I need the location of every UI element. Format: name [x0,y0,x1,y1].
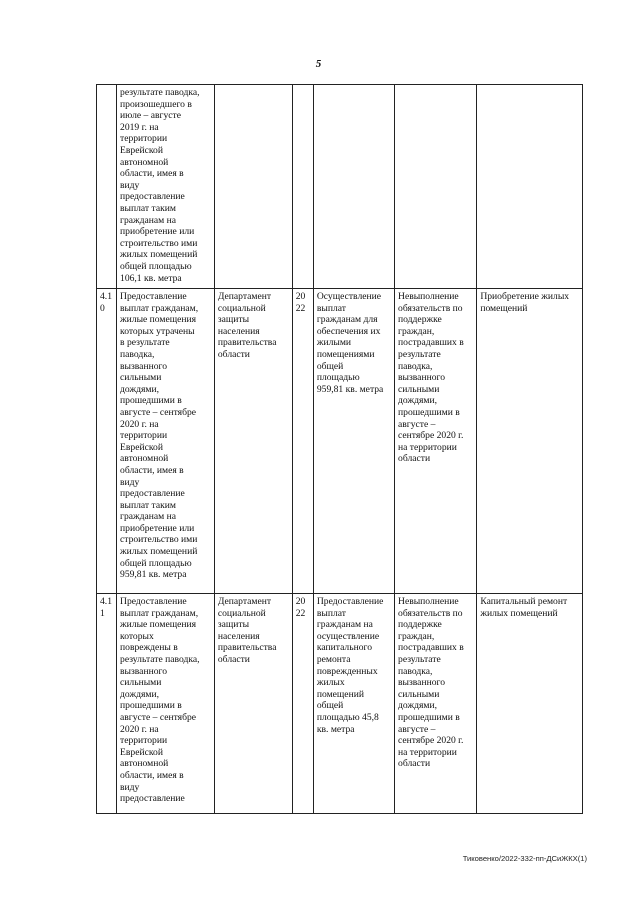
cell-executor: Департамент социальной защиты населения правительства области [214,289,292,594]
cell-executor [214,85,292,289]
cell-number: 4.11 [97,594,117,814]
cell-link: Капитальный ремонт жилых помещений [477,594,583,814]
cell-link: Приобретение жилых помещений [477,289,583,594]
cell-year [292,85,313,289]
document-footer: Тиковенко/2022-332-пп-ДСиЖКХ(1) [462,854,587,863]
cell-executor: Департамент социальной защиты населения правительства области [214,594,292,814]
cell-link [477,85,583,289]
table-row [97,594,583,814]
cell-measure: результате паводка, произошедшего в июле – августе 2019 г. на территории Еврейской автономной области, имея в виду предоставление выплат таким гражданам на приобретение или строительство ими жилых помещений общей площадью 106,1 кв. метра [117,85,215,289]
cell-year: 2022 [292,594,313,814]
cell-result: Осуществление выплат гражданам для обеспечения их жилыми помещениями общей площадью 959,81 кв. метра [313,289,394,594]
cell-consequence [395,85,477,289]
cell-number [97,85,117,289]
cell-consequence: Невыполнение обязательств по поддержке граждан, пострадавших в результате паводка, вызванного сильными дождями, прошедшими в августе – сентябре 2020 г. на территории области [395,594,477,814]
cell-result [313,85,394,289]
cell-year: 2022 [292,289,313,594]
measures-table [96,84,583,814]
table-row [97,85,583,289]
cell-consequence: Невыполнение обязательств по поддержке граждан, пострадавших в результате паводка, вызванного сильными дождями, прошедшими в августе – сентябре 2020 г. на территории области [395,289,477,594]
page-number: 5 [315,58,322,70]
table-row [97,289,583,594]
cell-measure: Предоставление выплат гражданам, жилые помещения которых повреждены в результате паводка, вызванного сильными дождями, прошедшими в августе – сентябре 2020 г. на территории Еврейской автономной области, имея в виду предоставление [117,594,215,814]
cell-result: Предоставление выплат гражданам на осуществление капитального ремонта поврежденных жилых помещений общей площадью 45,8 кв. метра [313,594,394,814]
cell-measure: Предоставление выплат гражданам, жилые помещения которых утрачены в результате паводка, вызванного сильными дождями, прошедшими в августе – сентябре 2020 г. на территории Еврейской автономной области, имея в виду предоставление выплат таким гражданам на приобретение или строительство ими жилых помещений общей площадью 959,81 кв. метра [117,289,215,594]
cell-number: 4.10 [97,289,117,594]
